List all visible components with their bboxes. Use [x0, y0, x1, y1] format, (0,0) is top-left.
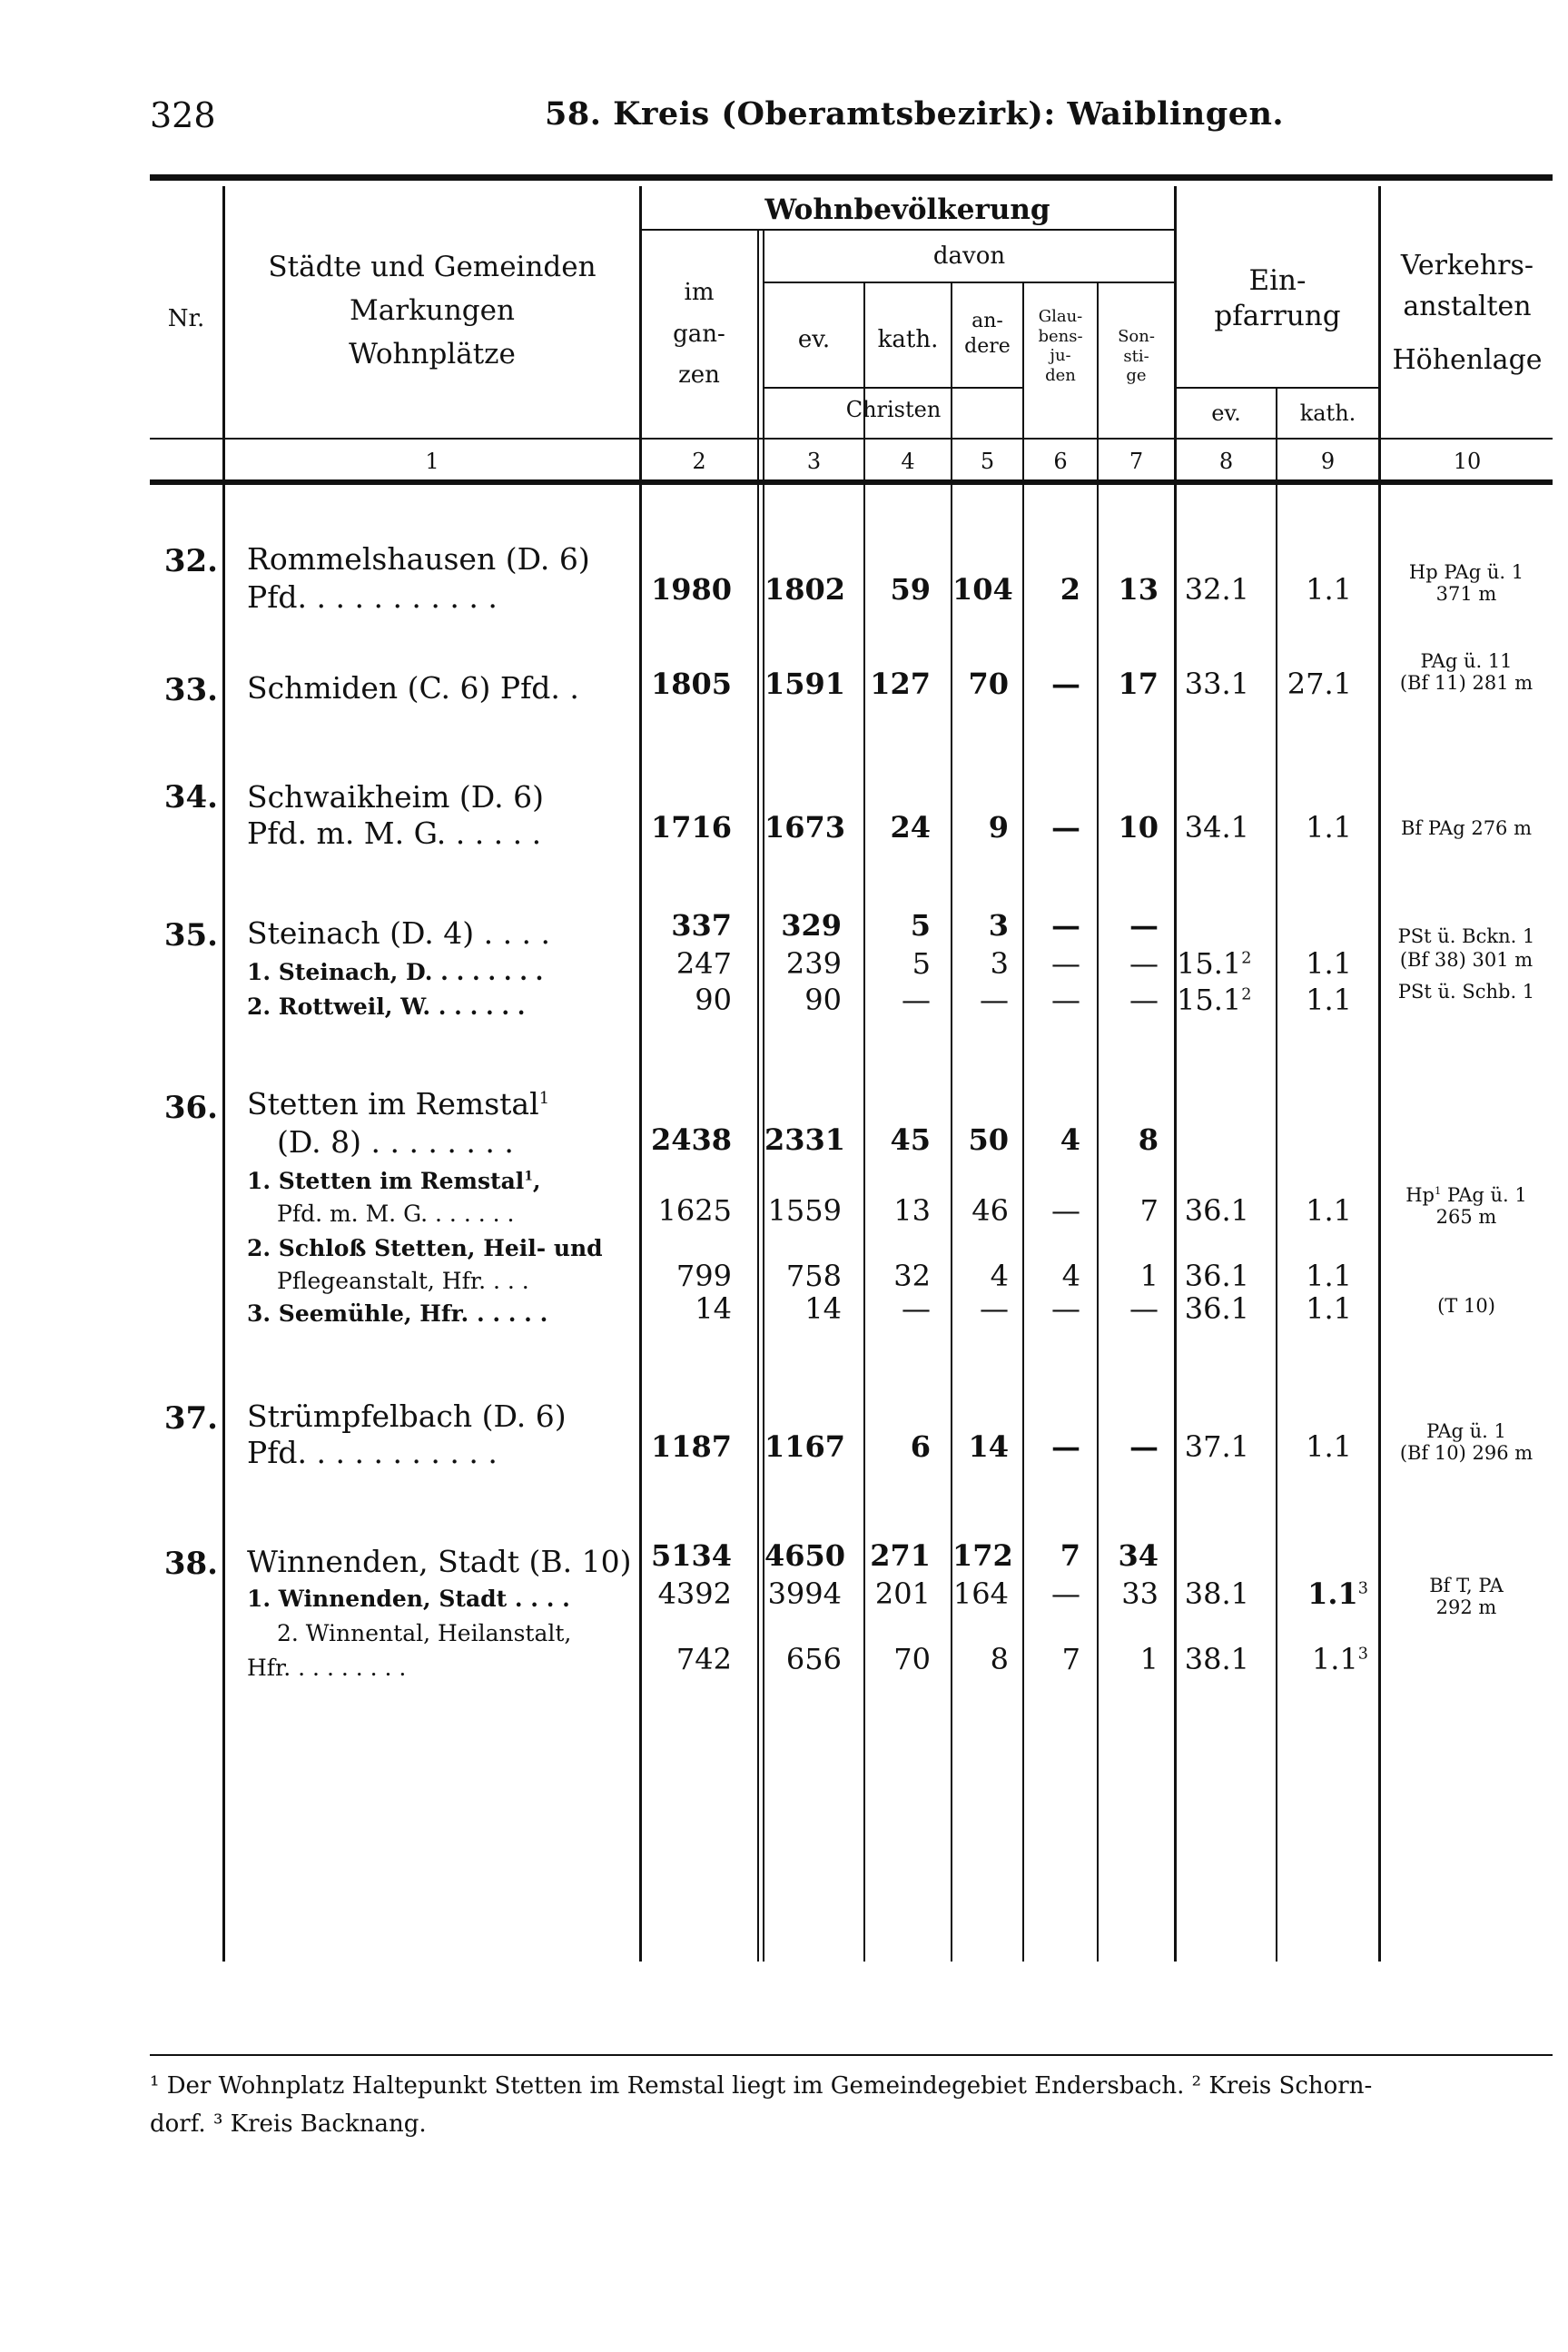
glaub-l3: ju-: [1050, 346, 1071, 366]
row-33-juden: —: [1051, 667, 1080, 701]
header-wohnbev: Wohnbevölkerung: [764, 193, 1050, 226]
header-nr: Nr.: [167, 305, 205, 332]
row-37-sonstige: —: [1129, 1429, 1159, 1464]
colnum-1: 1: [425, 449, 439, 474]
colnum-8: 8: [1218, 449, 1234, 474]
colnum-2: 2: [692, 449, 706, 474]
row-35-sub2-ev: 90: [804, 983, 842, 1017]
row-36-sub1-total: 1625: [657, 1193, 732, 1228]
row-35-nr: 35.: [163, 917, 218, 954]
row-36-total: 2438: [650, 1122, 732, 1157]
row-35-juden: —: [1051, 908, 1080, 943]
footnote-line-1: ¹ Der Wohnplatz Haltepunkt Stetten im Remstal liegt im Gemeindegebiet Endersbach. ² Kreis Schorn-: [150, 2072, 1373, 2100]
row-35-sub2-juden: —: [1051, 983, 1080, 1017]
row-38-nr: 38.: [163, 1546, 218, 1582]
header-einpfarrung: [1177, 263, 1378, 334]
col-rule-9: [1276, 387, 1277, 1962]
row-38-sub2-sonstige: 1: [1139, 1642, 1159, 1676]
sonst-l2: sti-: [1123, 346, 1149, 366]
header-bottom-rule: [150, 479, 1553, 485]
row-36-kath: 45: [890, 1122, 931, 1157]
row-35-verkehr-l3: PSt ü. Schb. 1: [1397, 980, 1535, 1003]
row-36-sub3-pf-kath: 1.1: [1306, 1291, 1352, 1326]
row-35-sub1-pf-ev-value: 15.1: [1177, 946, 1242, 981]
row-38-sub2-juden: 7: [1061, 1642, 1080, 1676]
row-32-andere: 104: [952, 572, 1013, 607]
einpf-l2: pfarrung: [1214, 299, 1341, 332]
row-34-andere: 9: [988, 810, 1009, 845]
row-36-sub1-juden: —: [1051, 1193, 1080, 1228]
header-im-ganzen: [641, 272, 757, 397]
row-36-sub2b: Pflegeanstalt, Hfr. . . .: [277, 1268, 529, 1294]
row-38-sonstige: 34: [1118, 1538, 1159, 1573]
row-36-name: [247, 1086, 549, 1122]
sonst-l1: Son-: [1118, 327, 1155, 346]
row-36-name-sup: 1: [538, 1089, 550, 1108]
colnum-10: 10: [1453, 449, 1482, 474]
row-35-sub2-pf-ev-value: 15.1: [1177, 983, 1242, 1017]
col-rule-3b: [763, 231, 764, 1962]
glaub-l2: bens-: [1038, 326, 1083, 346]
row-38-verkehr-l2: 292 m: [1435, 1596, 1497, 1619]
header-davon: davon: [932, 242, 1006, 270]
header-sonstige: [1099, 327, 1174, 386]
row-38-sub2-kath: 70: [893, 1642, 931, 1676]
row-36-name-text: Stetten im Remstal: [247, 1086, 539, 1122]
row-37-verkehr-l1: PAg ü. 1: [1426, 1420, 1506, 1442]
row-37-verkehr-l2: (Bf 10) 296 m: [1399, 1442, 1533, 1465]
row-37-total: 1187: [650, 1429, 732, 1464]
im-ganzen-l3: zen: [678, 361, 720, 389]
row-35-sub2-sonstige: —: [1129, 983, 1159, 1017]
header-name-l2: Markungen: [350, 294, 515, 328]
row-38-sub2-pf-kath-value: 1.1: [1311, 1642, 1358, 1676]
row-33-verkehr: [1378, 650, 1554, 694]
row-38-sub1: 1. Winnenden, Stadt . . . .: [247, 1586, 570, 1612]
row-36-andere: 50: [968, 1122, 1009, 1157]
row-35-name: Steinach (D. 4) . . . .: [247, 915, 551, 951]
row-36-verkehr-l3: (T 10): [1437, 1295, 1495, 1318]
row-33-ev: 1591: [764, 667, 846, 701]
row-37-ev: 1167: [764, 1429, 846, 1464]
row-36-sub1-pf-kath: 1.1: [1306, 1193, 1352, 1228]
row-36-verkehr-hp: Hp: [1405, 1184, 1435, 1206]
row-36-sub3: 3. Seemühle, Hfr. . . . . .: [247, 1300, 548, 1327]
row-38-sub1-andere: 164: [952, 1576, 1009, 1611]
row-35-total: 337: [671, 908, 732, 943]
row-38-sub2-ev: 656: [785, 1642, 842, 1676]
row-34-sonstige: 10: [1118, 810, 1159, 845]
row-36-sub1: 1. Stetten im Remstal$^1$,: [247, 1168, 541, 1194]
row-36-sub1-text: 1. Stetten im Remstal: [247, 1168, 525, 1194]
row-37-verkehr: [1378, 1420, 1554, 1464]
row-38-sub2-sup: 3: [1357, 1645, 1368, 1664]
row-33-andere: 70: [968, 667, 1009, 701]
row-38-andere: 172: [952, 1538, 1013, 1573]
row-36-sub3-juden: —: [1051, 1291, 1080, 1326]
row-36-sub2-ev: 758: [785, 1259, 842, 1293]
row-35-verkehr-l1: PSt ü. Bckn. 1: [1397, 925, 1535, 947]
header-under-rule: [150, 438, 1553, 440]
row-35-sub2-sup: 2: [1241, 985, 1252, 1004]
row-38-total: 5134: [650, 1538, 732, 1573]
row-36-sub1-andere: 46: [971, 1193, 1009, 1228]
colnum-7: 7: [1129, 449, 1144, 474]
row-32-pf-kath: 1.1: [1306, 572, 1352, 607]
col-rule-3a: [757, 231, 759, 1962]
row-34-verkehr-l1: Bf PAg 276 m: [1400, 817, 1533, 839]
footnote-rule: [150, 2054, 1553, 2056]
row-35-sub1-pf-kath: 1.1: [1306, 946, 1352, 981]
row-38-sub2: 2. Winnental, Heilanstalt,: [277, 1620, 572, 1646]
verk-l2: anstalten: [1403, 291, 1532, 322]
row-34-verkehr: [1378, 817, 1554, 839]
row-34-ev: 1673: [764, 810, 846, 845]
andere-l1: an-: [971, 310, 1003, 332]
row-35-andere: 3: [988, 908, 1009, 943]
row-37-pf-ev: 37.1: [1184, 1429, 1249, 1464]
row-38-sub1-pf-kath-value: 1.1: [1307, 1576, 1358, 1611]
row-36-sub2-pf-kath: 1.1: [1306, 1259, 1352, 1293]
row-36-sonstige: 8: [1138, 1122, 1159, 1157]
row-36-sub2: 2. Schloß Stetten, Heil- und: [247, 1235, 603, 1261]
row-36-sub1-sup: 1: [524, 1169, 533, 1184]
row-38-sub1-kath: 201: [874, 1576, 931, 1611]
colnum-4: 4: [901, 449, 915, 474]
sonst-l3: ge: [1126, 366, 1147, 386]
row-35-sub1-juden: —: [1051, 946, 1080, 981]
header-verkehr: [1381, 245, 1553, 380]
row-35-kath: 5: [910, 908, 931, 943]
row-38-sub1-sup: 3: [1357, 1579, 1368, 1598]
row-38-ev: 4650: [764, 1538, 846, 1573]
davon-rule: [763, 282, 1174, 283]
row-38-sub1-sonstige: 33: [1121, 1576, 1159, 1611]
row-38-sub1-juden: —: [1051, 1576, 1080, 1611]
row-36-sub3-ev: 14: [804, 1291, 842, 1326]
row-38-sub1-pf-ev: 38.1: [1184, 1576, 1249, 1611]
colnum-3: 3: [806, 449, 822, 474]
row-36-sub1-pf-ev: 36.1: [1184, 1193, 1249, 1228]
row-35-sub2-total: 90: [695, 983, 732, 1017]
einpf-l1: Ein-: [1248, 264, 1307, 297]
verk-l1: Verkehrs-: [1400, 250, 1534, 282]
row-38-sub1-ev: 3994: [767, 1576, 842, 1611]
row-35-ev: 329: [781, 908, 842, 943]
row-38-sub1-pf-kath: [1277, 1576, 1368, 1611]
row-36-sub2-sonstige: 1: [1139, 1259, 1159, 1293]
row-37-nr: 37.: [163, 1400, 218, 1437]
row-34-nr: 34.: [163, 779, 218, 815]
row-34-total: 1716: [650, 810, 732, 845]
row-38-sub2b: Hfr. . . . . . . . .: [247, 1655, 407, 1681]
andere-l2: dere: [964, 334, 1011, 358]
row-32-nr: 32.: [163, 543, 218, 579]
row-36-sub1-kath: 13: [893, 1193, 931, 1228]
row-36-juden: 4: [1060, 1122, 1080, 1157]
row-35-sub1-sonstige: —: [1129, 946, 1159, 981]
row-36-sub1-sonstige: 7: [1139, 1193, 1159, 1228]
row-38-verkehr-l1: Bf T, PA: [1429, 1575, 1504, 1596]
header-andere: [952, 309, 1022, 359]
glaub-l4: den: [1045, 365, 1076, 385]
row-32-kath: 59: [890, 572, 931, 607]
row-32-verkehr: [1378, 561, 1554, 605]
header-einpf-kath: kath.: [1299, 400, 1356, 426]
row-37-kath: 6: [910, 1429, 931, 1464]
row-38-sub2-andere: 8: [990, 1642, 1009, 1676]
row-36-verkehr-l2: 265 m: [1435, 1206, 1497, 1229]
row-32-verkehr-l1: Hp PAg ü. 1: [1408, 561, 1524, 583]
row-34-line2: Pfd. m. M. G. . . . . .: [247, 815, 542, 851]
row-37-name: Strümpfelbach (D. 6): [247, 1398, 567, 1434]
row-33-sonstige: 17: [1118, 667, 1159, 701]
row-36-sub1b: Pfd. m. M. G. . . . . . .: [277, 1201, 515, 1227]
row-34-name: Schwaikheim (D. 6): [247, 779, 544, 815]
row-33-name: Schmiden (C. 6) Pfd. .: [247, 670, 579, 706]
running-head: 58. Kreis (Oberamtsbezirk): Waiblingen.: [545, 95, 1285, 133]
row-35-sub2-kath: —: [902, 983, 931, 1017]
christen-rule: [763, 387, 1022, 389]
row-35-verkehr: [1378, 924, 1554, 1003]
row-34-pf-ev: 34.1: [1184, 810, 1249, 845]
row-32-juden: 2: [1060, 572, 1080, 607]
row-37-juden: —: [1051, 1429, 1080, 1464]
row-38-name: Winnenden, Stadt (B. 10): [247, 1544, 632, 1579]
table-top-rule: [150, 174, 1553, 181]
row-33-verkehr-l2: (Bf 11) 281 m: [1399, 672, 1533, 695]
row-35-sonstige: —: [1129, 908, 1159, 943]
row-36-sub3-pf-ev: 36.1: [1184, 1291, 1249, 1326]
row-36-verkehr-l1: [1378, 1184, 1554, 1206]
row-36-sub3-sonstige: —: [1129, 1291, 1159, 1326]
row-35-sub2: 2. Rottweil, W. . . . . . .: [247, 993, 526, 1020]
row-33-nr: 33.: [163, 672, 218, 708]
row-34-juden: —: [1051, 810, 1080, 845]
im-ganzen-l1: im: [684, 279, 715, 306]
row-35-sub2-pf-ev: [1177, 983, 1252, 1017]
row-36-sub2-pf-ev: 36.1: [1184, 1259, 1249, 1293]
row-35-sub1: 1. Steinach, D. . . . . . . .: [247, 959, 544, 985]
header-name-l3: Wohnplätze: [349, 338, 516, 371]
row-35-sub1-ev: 239: [785, 946, 842, 981]
row-34-pf-kath: 1.1: [1306, 810, 1352, 845]
glaub-l1: Glau-: [1038, 307, 1083, 326]
row-38-sub2-total: 742: [676, 1642, 732, 1676]
header-ev: ev.: [797, 326, 831, 353]
row-36-sub3-kath: —: [902, 1291, 931, 1326]
row-35-sub1-sup: 2: [1241, 949, 1252, 968]
im-ganzen-l2: gan-: [673, 320, 725, 348]
row-37-pf-kath: 1.1: [1306, 1429, 1352, 1464]
page-number: 328: [150, 95, 216, 135]
row-33-pf-ev: 33.1: [1184, 667, 1249, 701]
wohnbev-rule: [641, 229, 1174, 231]
row-38-sub1-total: 4392: [657, 1576, 732, 1611]
footnote-line-2: dorf. ³ Kreis Backnang.: [150, 2110, 427, 2138]
row-36-sub2-kath: 32: [893, 1259, 931, 1293]
row-35-sub2-pf-kath: 1.1: [1306, 983, 1352, 1017]
row-36-verkehr-pag: PAg ü. 1: [1447, 1184, 1527, 1206]
colnum-9: 9: [1320, 449, 1336, 474]
row-36-nr: 36.: [163, 1090, 218, 1126]
row-37-andere: 14: [968, 1429, 1009, 1464]
row-36-sub2-total: 799: [676, 1259, 732, 1293]
row-38-sub2-pf-ev: 38.1: [1184, 1642, 1249, 1676]
row-38-sub2-pf-kath: [1277, 1642, 1368, 1676]
row-32-pf-ev: 32.1: [1184, 572, 1249, 607]
row-36-sub3-total: 14: [695, 1291, 732, 1326]
row-37-line2: Pfd. . . . . . . . . . .: [247, 1435, 498, 1470]
header-kath: kath.: [877, 326, 939, 353]
row-35-sub1-total: 247: [676, 946, 732, 981]
row-36-verkehr-sup: 1: [1434, 1184, 1442, 1197]
row-36-sub2-juden: 4: [1061, 1259, 1080, 1293]
row-38-kath: 271: [870, 1538, 931, 1573]
row-33-total: 1805: [650, 667, 732, 701]
row-35-sub1-andere: 3: [990, 946, 1009, 981]
row-34-kath: 24: [890, 810, 931, 845]
row-35-verkehr-l2: (Bf 38) 301 m: [1399, 949, 1533, 972]
verk-l3: Höhenlage: [1392, 344, 1543, 376]
row-32-verkehr-l2: 371 m: [1435, 583, 1497, 606]
row-38-juden: 7: [1060, 1538, 1080, 1573]
row-35-sub2-andere: —: [980, 983, 1009, 1017]
row-32-total: 1980: [650, 572, 732, 607]
row-32-ev: 1802: [764, 572, 846, 607]
row-36-verkehr: [1378, 1184, 1554, 1317]
row-36-sub1-ev: 1559: [767, 1193, 842, 1228]
row-33-pf-kath: 27.1: [1287, 667, 1352, 701]
row-35-sub1-kath: 5: [912, 946, 931, 981]
row-36-sub2-andere: 4: [990, 1259, 1009, 1293]
row-33-verkehr-l1: PAg ü. 11: [1420, 650, 1513, 672]
row-33-kath: 127: [870, 667, 931, 701]
row-38-verkehr: [1378, 1575, 1554, 1618]
header-glaubensjuden: [1024, 307, 1097, 385]
header-name-l1: Städte und Gemeinden: [268, 251, 597, 283]
row-32-name: Rommelshausen (D. 6): [247, 541, 590, 577]
colnum-5: 5: [980, 449, 995, 474]
row-36-line2: (D. 8) . . . . . . . .: [277, 1124, 514, 1160]
header-einpf-ev: ev.: [1211, 400, 1241, 426]
colnum-6: 6: [1053, 449, 1068, 474]
row-32-sonstige: 13: [1118, 572, 1159, 607]
row-36-ev: 2331: [764, 1122, 846, 1157]
header-christen: Christen: [845, 397, 942, 422]
row-36-sub3-andere: —: [980, 1291, 1009, 1326]
row-32-line2: Pfd. . . . . . . . . . .: [247, 579, 498, 615]
row-35-sub1-pf-ev: [1177, 946, 1252, 981]
header-name: [225, 245, 639, 376]
